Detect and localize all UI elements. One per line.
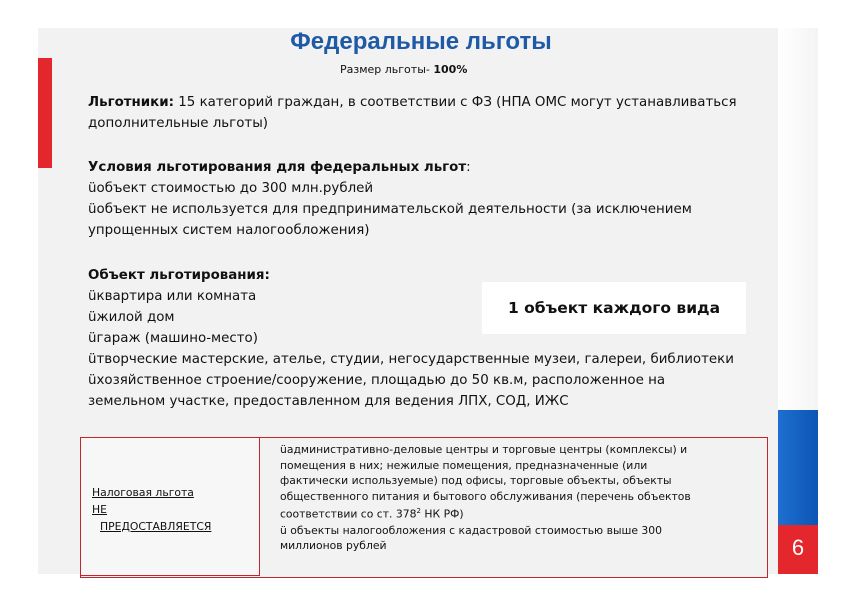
objects-item-text: творческие мастерские, ателье, студии, негосударственные музеи, галереи, библиотеки (96, 352, 734, 367)
check-icon: ü (280, 443, 287, 456)
beneficiaries-line1 (88, 92, 737, 113)
red-accent-strip (38, 58, 52, 168)
exclusions-list (280, 442, 760, 554)
exclusion-line: общественного питания и бытового обслуживания (перечень объектов (280, 489, 691, 503)
check-icon: ü (88, 181, 97, 196)
exclusion-superscript: 2 (416, 507, 421, 516)
check-icon: ü (280, 523, 287, 537)
page-title: Федеральные льготы (290, 28, 552, 55)
exclusion-line: помещения в них; нежилые помещения, предназначенные (или (280, 458, 648, 472)
check-icon: ü (88, 373, 97, 388)
tax-note-line1: Налоговая льгота (92, 486, 194, 499)
subtitle (340, 63, 467, 76)
conditions-item-text: объект стоимостью до 300 млн.рублей (96, 181, 374, 196)
subtitle-prefix: Размер льготы- (340, 63, 434, 76)
check-icon: ü (88, 310, 97, 325)
exclusion-line: фактически используемые) под офисы, торговые объекты, объекты (280, 474, 672, 488)
objects-item-text: хозяйственное строение/сооружение, площадью до 50 кв.м, расположенное на (96, 373, 666, 388)
exclusion-line (280, 442, 760, 458)
objects-item-cont: земельном участке, предоставленном для ведения ЛПХ, СОД, ИЖС (88, 394, 569, 409)
check-icon: ü (88, 331, 97, 346)
conditions-colon: : (466, 160, 471, 175)
flag-blue-stripe (778, 410, 818, 525)
check-icon: ü (88, 202, 97, 217)
conditions-block (88, 157, 692, 241)
one-object-highlight: 1 объект каждого вида (482, 282, 746, 334)
objects-item-text: жилой дом (96, 310, 175, 325)
exclusion-line (280, 523, 760, 539)
check-icon: ü (88, 352, 97, 367)
page-number: 6 (791, 535, 805, 560)
exclusion-line (280, 504, 760, 522)
flag-white-stripe (778, 28, 818, 428)
exclusion-line: миллионов рублей (280, 539, 387, 553)
conditions-heading-line (88, 157, 692, 178)
conditions-heading: Условия льготирования для федеральных льгот (88, 160, 467, 175)
check-icon: ü (88, 289, 97, 304)
tax-note (92, 484, 211, 535)
beneficiaries-block (88, 92, 737, 134)
beneficiaries-line2: дополнительные льготы) (88, 116, 269, 131)
objects-item-text: гараж (машино-место) (96, 331, 258, 346)
objects-item-text: квартира или комната (96, 289, 257, 304)
objects-item (88, 349, 734, 370)
tax-note-line3: ПРЕДОСТАВЛЯЕТСЯ (100, 520, 212, 533)
subtitle-value: 100% (433, 63, 468, 76)
objects-item (88, 370, 734, 391)
exclusion-text: административно-деловые центры и торговые центры (комплексы) и (286, 443, 688, 456)
exclusion-text: соответствии со ст. 378 (280, 507, 417, 521)
conditions-item (88, 199, 692, 220)
conditions-item-cont: упрощенных систем налогообложения) (88, 223, 370, 238)
conditions-item (88, 178, 692, 199)
conditions-item-text: объект не используется для предпринимательской деятельности (за исключением (96, 202, 692, 217)
exclusion-text: НК РФ) (420, 507, 464, 521)
objects-heading-text: Объект льготирования: (88, 268, 270, 283)
tax-note-line2: НЕ (92, 503, 107, 516)
beneficiaries-label: Льготники: (88, 95, 175, 110)
exclusion-text: объекты налогообложения с кадастровой стоимостью выше 300 (286, 523, 663, 537)
beneficiaries-text: 15 категорий граждан, в соответствии с ФЗ (НПА ОМС могут устанавливаться (174, 95, 737, 110)
